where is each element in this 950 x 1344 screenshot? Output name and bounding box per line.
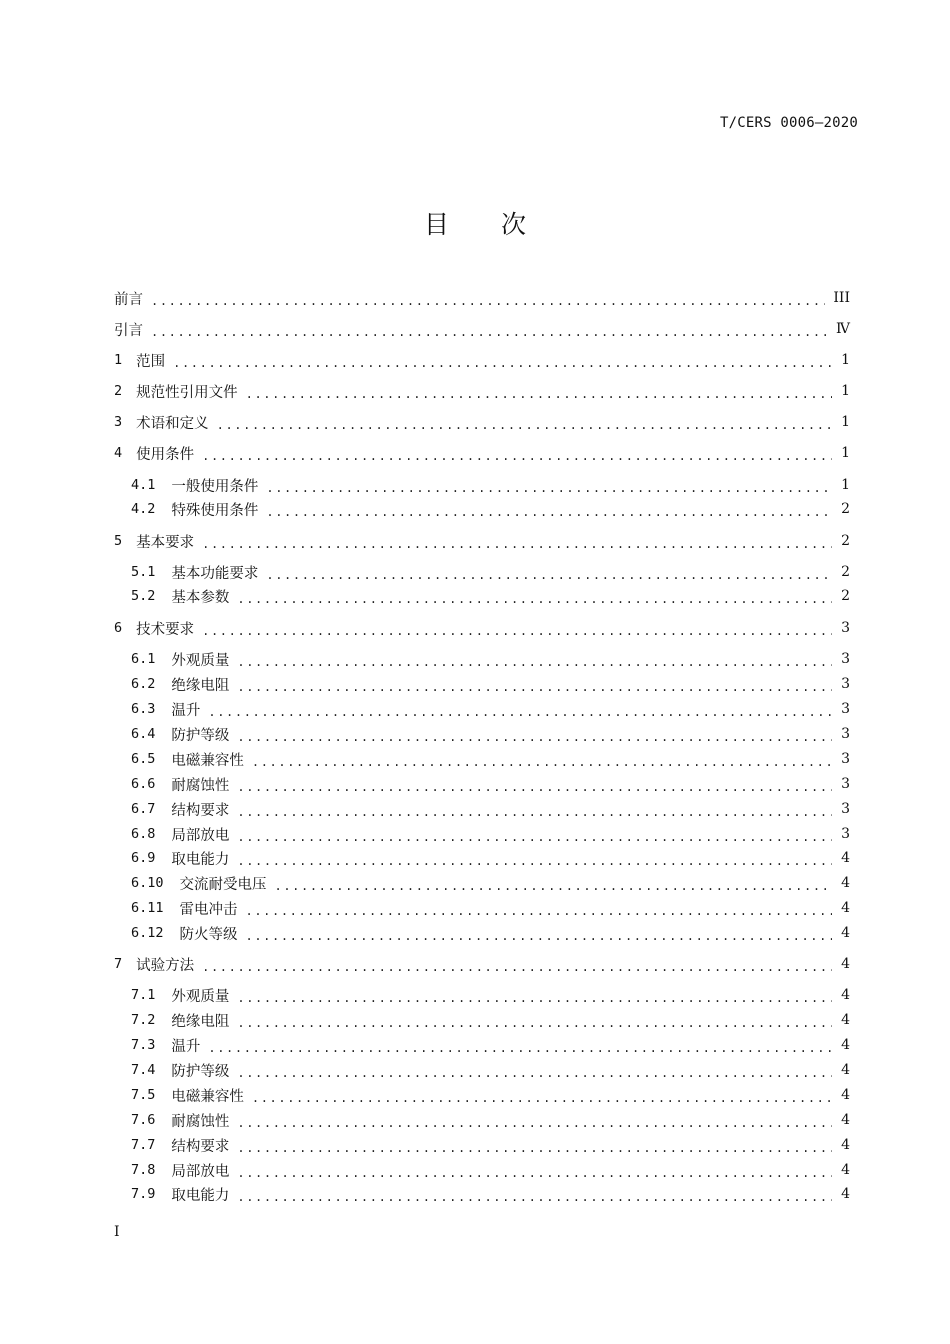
toc-entry-page: 4 [841, 1037, 850, 1053]
toc-entry-title: 外观质量 [171, 652, 230, 669]
toc-entry-title: 范围 [136, 353, 166, 370]
toc-leader-dots [266, 481, 832, 495]
toc-entry-title: 取电能力 [171, 851, 230, 868]
toc-entry-number: 5 [114, 533, 123, 549]
toc-entry-page: 3 [841, 726, 850, 742]
toc-entry[interactable] [131, 498, 850, 520]
toc-entry[interactable] [131, 561, 850, 583]
toc-entry-page: 1 [841, 352, 850, 368]
toc-entry-page: 3 [841, 651, 850, 667]
toc-entry-title: 防护等级 [171, 727, 230, 744]
toc-entry-page: 4 [841, 925, 850, 941]
toc-entry-title: 一般使用条件 [171, 478, 259, 495]
toc-entry[interactable] [131, 1059, 850, 1081]
toc-leader-dots [237, 730, 832, 744]
toc-leader-dots [202, 537, 832, 551]
toc-entry-title: 基本要求 [136, 534, 195, 551]
toc-entry-title: 结构要求 [171, 1138, 230, 1155]
toc-entry-title: 外观质量 [171, 988, 230, 1005]
toc-leader-dots [237, 991, 832, 1005]
toc-entry-title: 耐腐蚀性 [171, 777, 230, 794]
toc-entry-number: 6.7 [131, 801, 156, 817]
toc-entry-number: 6.6 [131, 776, 156, 792]
toc-entry[interactable] [131, 1183, 850, 1205]
toc-entry-page: 2 [841, 533, 850, 549]
toc-entry-title: 结构要求 [171, 802, 230, 819]
toc-entry[interactable] [131, 474, 850, 496]
toc-entry-number: 5.1 [131, 564, 156, 580]
toc-leader-dots [202, 624, 832, 638]
toc-entry-page: 4 [841, 875, 850, 891]
toc-leader-dots [217, 418, 832, 432]
toc-leader-dots [252, 1091, 832, 1105]
toc-leader-dots [208, 1041, 832, 1055]
toc-entry-page: III [833, 290, 850, 306]
toc-leader-dots [275, 879, 832, 893]
toc-entry-title: 基本功能要求 [171, 565, 259, 582]
toc-entry-number: 2 [114, 383, 123, 399]
toc-entry-title: 温升 [171, 702, 201, 719]
toc-entry-page: 3 [841, 826, 850, 842]
toc-leader-dots [237, 1141, 832, 1155]
toc-entry[interactable] [114, 617, 850, 639]
toc-entry-page: 3 [841, 701, 850, 717]
toc-entry-title: 技术要求 [136, 621, 195, 638]
toc-entry-number: 6.10 [131, 875, 164, 891]
toc-entry-number: 7.7 [131, 1137, 156, 1153]
toc-leader-dots [246, 387, 832, 401]
toc-entry-title: 防火等级 [179, 926, 238, 943]
toc-entry-number: 6.1 [131, 651, 156, 667]
toc-entry-number: 6.9 [131, 850, 156, 866]
toc-entry-page: 3 [841, 801, 850, 817]
toc-entry-title: 电磁兼容性 [171, 1088, 244, 1105]
toc-leader-dots [202, 449, 832, 463]
toc-entry-number: 6.4 [131, 726, 156, 742]
toc-leader-dots [252, 755, 832, 769]
toc-entry[interactable] [131, 872, 850, 894]
toc-leader-dots [266, 568, 832, 582]
toc-entry-title: 特殊使用条件 [171, 502, 259, 519]
page-number: I [114, 1224, 120, 1240]
toc-entry[interactable] [131, 723, 850, 745]
toc-entry-title: 前言 [114, 291, 143, 308]
toc-entry[interactable] [131, 648, 850, 670]
toc-entry-page: 2 [841, 564, 850, 580]
toc-leader-dots [246, 904, 832, 918]
toc-entry-page: 4 [841, 900, 850, 916]
toc-leader-dots [208, 705, 832, 719]
toc-entry-title: 使用条件 [136, 446, 195, 463]
toc-entry[interactable] [131, 922, 850, 944]
toc-entry-page: 4 [841, 1137, 850, 1153]
toc-entry[interactable] [131, 1009, 850, 1031]
toc-entry[interactable] [131, 1034, 850, 1056]
toc-entry[interactable] [131, 698, 850, 720]
toc-entry[interactable] [114, 349, 850, 371]
toc-leader-dots [246, 929, 832, 943]
toc-entry-number: 7.3 [131, 1037, 156, 1053]
toc-title: 目 次 [424, 210, 548, 239]
toc-leader-dots [237, 854, 832, 868]
toc-entry-number: 7 [114, 956, 123, 972]
toc-entry[interactable] [131, 897, 850, 919]
toc-entry[interactable] [114, 530, 850, 552]
toc-leader-dots [237, 1066, 832, 1080]
toc-entry-page: 2 [841, 501, 850, 517]
toc-entry-number: 6.5 [131, 751, 156, 767]
toc-leader-dots [266, 505, 832, 519]
toc-entry-title: 局部放电 [171, 1163, 230, 1180]
toc-entry-page: 1 [841, 477, 850, 493]
toc-entry-number: 7.9 [131, 1186, 156, 1202]
toc-entry-title: 基本参数 [171, 589, 230, 606]
toc-entry[interactable] [131, 1159, 850, 1181]
toc-leader-dots [151, 294, 825, 308]
toc-entry-page: 4 [841, 956, 850, 972]
toc-entry-title: 耐腐蚀性 [171, 1113, 230, 1130]
toc-entry-number: 6.12 [131, 925, 164, 941]
toc-entry[interactable] [131, 748, 850, 770]
toc-entry-title: 绝缘电阻 [171, 1013, 230, 1030]
toc-entry-title: 绝缘电阻 [171, 677, 230, 694]
toc-entry-number: 3 [114, 414, 123, 430]
toc-entry-title: 引言 [114, 322, 143, 339]
toc-entry-page: 3 [841, 776, 850, 792]
toc-entry-page: 1 [841, 414, 850, 430]
toc-leader-dots [237, 1166, 832, 1180]
toc-entry-number: 6.2 [131, 676, 156, 692]
toc-entry-number: 4.2 [131, 501, 156, 517]
toc-entry-number: 7.8 [131, 1162, 156, 1178]
toc-leader-dots [237, 1016, 832, 1030]
toc-entry-page: 4 [841, 1012, 850, 1028]
toc-entry[interactable] [131, 823, 850, 845]
toc-entry-number: 7.4 [131, 1062, 156, 1078]
toc-entry-number: 4 [114, 445, 123, 461]
toc-leader-dots [202, 960, 832, 974]
toc-leader-dots [237, 592, 832, 606]
toc-entry-title: 规范性引用文件 [136, 384, 238, 401]
toc-entry-page: 4 [841, 1162, 850, 1178]
toc-leader-dots [237, 680, 832, 694]
toc-leader-dots [151, 325, 828, 339]
toc-leader-dots [237, 830, 832, 844]
toc-entry-number: 4.1 [131, 477, 156, 493]
toc-leader-dots [237, 805, 832, 819]
toc-entry-page: 4 [841, 1112, 850, 1128]
toc-entry-title: 取电能力 [171, 1187, 230, 1204]
toc-entry[interactable] [131, 1109, 850, 1131]
toc-entry[interactable] [131, 673, 850, 695]
toc-entry[interactable] [114, 411, 850, 433]
toc-entry[interactable] [114, 380, 850, 402]
toc-entry-title: 雷电冲击 [179, 901, 238, 918]
toc-entry-page: 1 [841, 383, 850, 399]
toc-entry-page: 3 [841, 751, 850, 767]
toc-entry[interactable] [131, 1134, 850, 1156]
toc-entry-page: 4 [841, 1186, 850, 1202]
toc-entry-title: 术语和定义 [136, 415, 209, 432]
toc-entry[interactable] [114, 442, 850, 464]
toc-entry-title: 试验方法 [136, 957, 195, 974]
toc-entry-number: 1 [114, 352, 123, 368]
toc-entry-page: 1 [841, 445, 850, 461]
toc-entry-number: 5.2 [131, 588, 156, 604]
toc-leader-dots [237, 655, 832, 669]
toc-leader-dots [237, 1116, 832, 1130]
toc-entry-page: 4 [841, 1087, 850, 1103]
toc-entry-page: 4 [841, 987, 850, 1003]
toc-entry[interactable] [131, 847, 850, 869]
toc-entry-title: 局部放电 [171, 827, 230, 844]
toc-entry-page: 2 [841, 588, 850, 604]
toc-entry[interactable] [131, 773, 850, 795]
toc-entry-number: 6.11 [131, 900, 164, 916]
toc-entry[interactable] [131, 984, 850, 1006]
toc-entry-page: 4 [841, 1062, 850, 1078]
toc-entry[interactable] [114, 318, 850, 340]
toc-leader-dots [237, 780, 832, 794]
toc-entry-title: 温升 [171, 1038, 201, 1055]
toc-entry-number: 6 [114, 620, 123, 636]
toc-entry-page: 3 [841, 676, 850, 692]
toc-entry-number: 7.2 [131, 1012, 156, 1028]
toc-entry-number: 6.8 [131, 826, 156, 842]
toc-entry[interactable] [131, 798, 850, 820]
toc-entry-number: 6.3 [131, 701, 156, 717]
document-code: T/CERS 0006—2020 [719, 115, 858, 131]
toc-entry-page: Ⅳ [836, 321, 850, 337]
toc-entry[interactable] [114, 287, 850, 309]
toc-entry-number: 7.1 [131, 987, 156, 1003]
toc-entry-page: 4 [841, 850, 850, 866]
toc-entry-number: 7.5 [131, 1087, 156, 1103]
toc-entry[interactable] [131, 1084, 850, 1106]
toc-entry-title: 防护等级 [171, 1063, 230, 1080]
toc-entry[interactable] [114, 953, 850, 975]
toc-entry-page: 3 [841, 620, 850, 636]
toc-leader-dots [237, 1190, 832, 1204]
toc-leader-dots [173, 356, 832, 370]
toc-entry-title: 电磁兼容性 [171, 752, 244, 769]
toc-entry[interactable] [131, 585, 850, 607]
toc-entry-title: 交流耐受电压 [179, 876, 267, 893]
toc-entry-number: 7.6 [131, 1112, 156, 1128]
